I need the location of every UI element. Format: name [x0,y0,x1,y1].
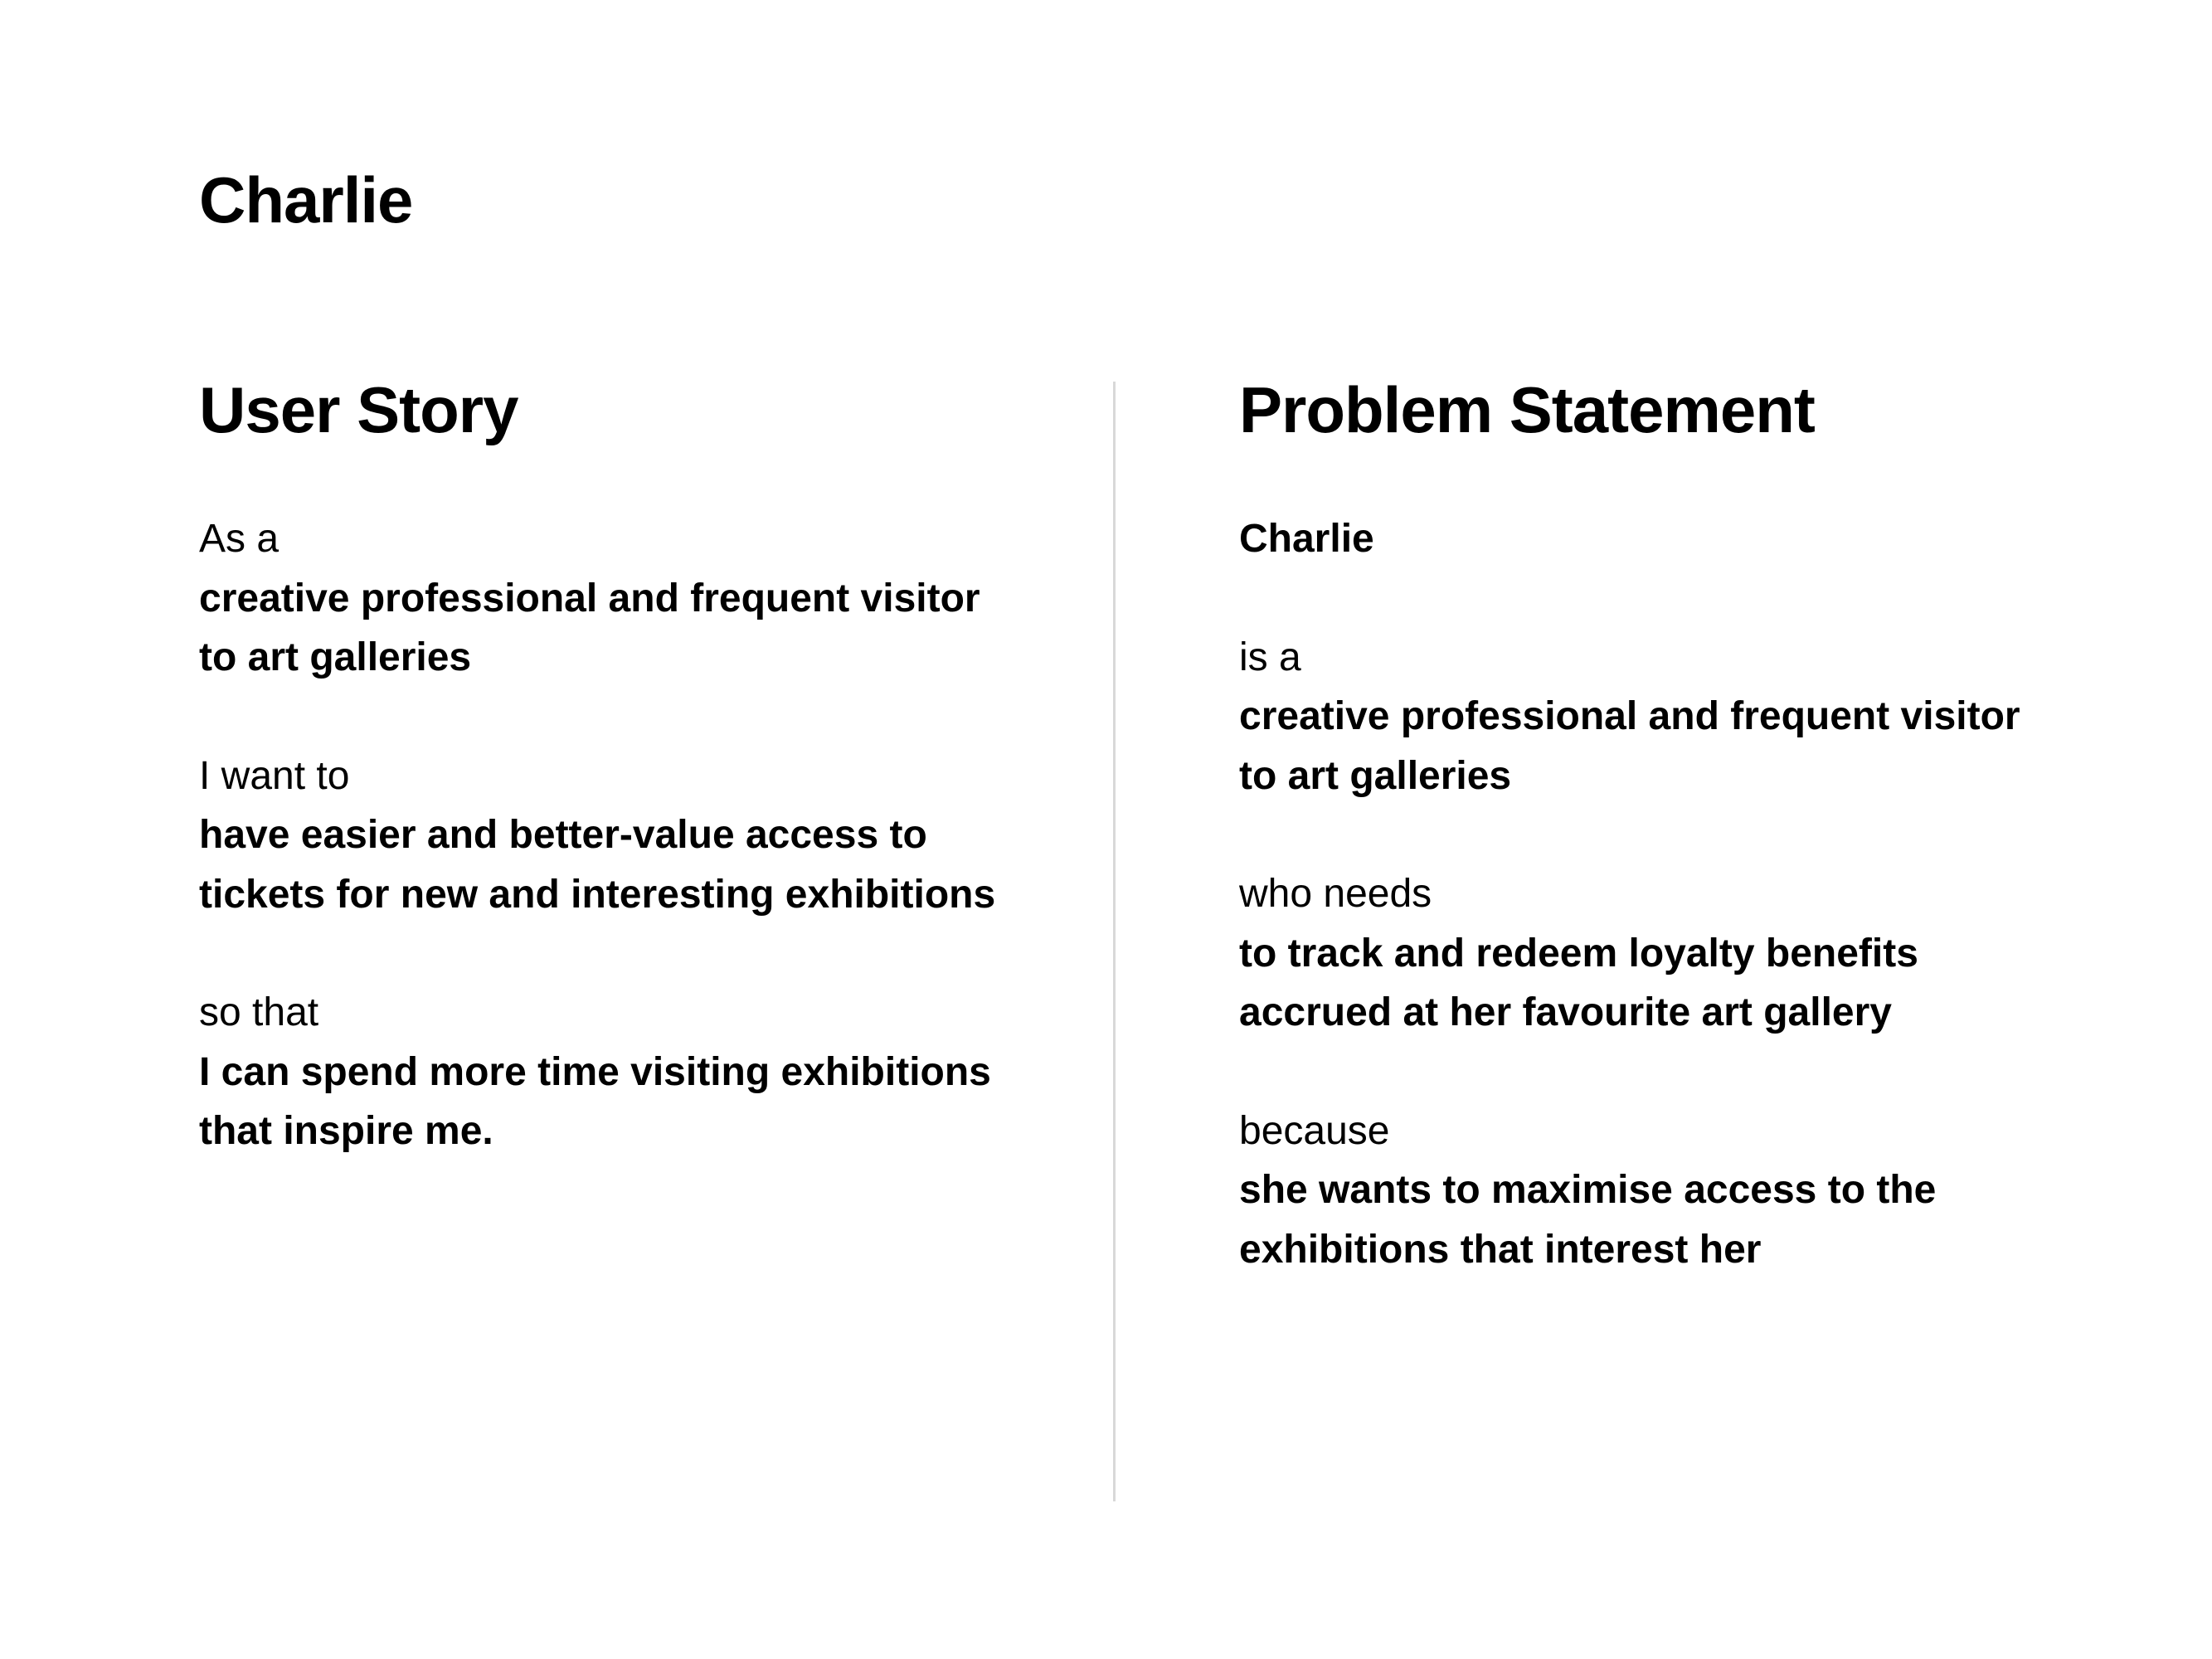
needs-block [1239,864,2110,1043]
is-a-block [1239,628,2110,806]
needs-value-line-2: accrued at her favourite art gallery [1239,990,1892,1034]
want-block [199,747,1028,925]
as-a-value-line-2: to art galleries [199,635,472,679]
problem-statement-section [1239,372,2110,1338]
needs-value-line-1: to track and redeem loyalty benefits [1239,931,1918,975]
so-that-value-line-1: I can spend more time visiting exhibitions [199,1049,991,1094]
want-label: I want to [199,753,350,798]
is-a-label: is a [1239,635,1301,679]
subject-block [1239,509,2110,569]
so-that-value-line-2: that inspire me. [199,1109,493,1153]
because-label: because [1239,1108,1390,1153]
user-story-heading: User Story [199,373,518,446]
problem-statement-heading: Problem Statement [1239,373,1815,446]
is-a-value-line-2: to art galleries [1239,753,1512,798]
because-block [1239,1102,2110,1280]
as-a-label: As a [199,517,280,561]
as-a-block [199,509,1028,688]
is-a-value-line-1: creative professional and frequent visitor [1239,694,2020,738]
because-value-line-2: exhibitions that interest her [1239,1227,1762,1272]
column-divider [1113,382,1116,1501]
problem-subject: Charlie [1239,517,1374,561]
because-value-line-1: she wants to maximise access to the [1239,1168,1937,1212]
user-story-section [199,372,1028,1220]
needs-label: who needs [1239,872,1432,916]
so-that-block [199,983,1028,1161]
so-that-label: so that [199,990,319,1034]
persona-name: Charlie [199,163,413,236]
want-value-line-2: tickets for new and interesting exhibitions [199,872,996,917]
as-a-value-line-1: creative professional and frequent visitor [199,576,980,620]
want-value-line-1: have easier and better-value access to [199,813,927,857]
